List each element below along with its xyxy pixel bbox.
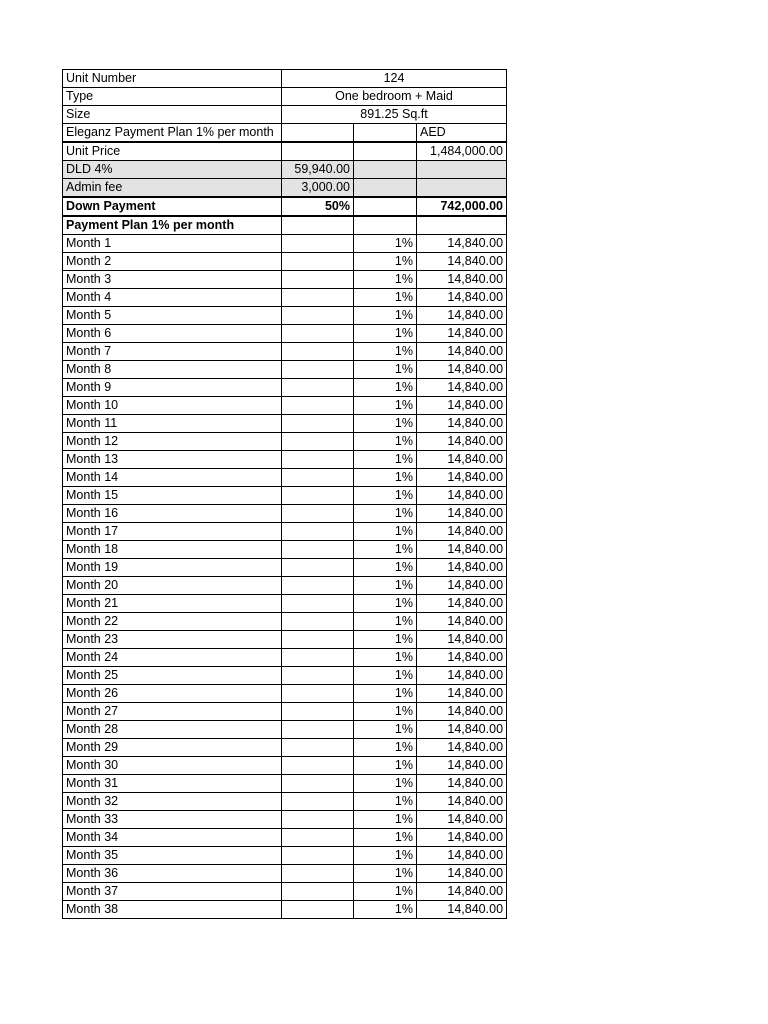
month-amount[interactable]: 14,840.00 (417, 685, 507, 703)
month-label[interactable]: Month 30 (63, 757, 282, 775)
empty-cell[interactable] (282, 577, 354, 595)
month-amount[interactable]: 14,840.00 (417, 415, 507, 433)
empty-cell[interactable] (282, 757, 354, 775)
empty-cell[interactable] (282, 829, 354, 847)
month-amount[interactable]: 14,840.00 (417, 235, 507, 253)
month-percent[interactable]: 1% (354, 649, 417, 667)
empty-cell[interactable] (282, 124, 354, 143)
month-label[interactable]: Month 38 (63, 901, 282, 919)
row-unit-price (63, 142, 507, 161)
month-percent[interactable]: 1% (354, 361, 417, 379)
month-amount[interactable]: 14,840.00 (417, 433, 507, 451)
empty-cell[interactable] (417, 216, 507, 235)
month-percent[interactable]: 1% (354, 865, 417, 883)
empty-cell[interactable] (354, 216, 417, 235)
row-unit-number (63, 70, 507, 88)
table-row (63, 271, 507, 289)
unit-number-value[interactable]: 124 (282, 70, 507, 88)
month-label[interactable]: Month 2 (63, 253, 282, 271)
month-percent[interactable]: 1% (354, 775, 417, 793)
table-row (63, 685, 507, 703)
month-percent[interactable]: 1% (354, 829, 417, 847)
month-label[interactable]: Month 35 (63, 847, 282, 865)
table-row (63, 235, 507, 253)
table-row (63, 505, 507, 523)
month-percent[interactable]: 1% (354, 559, 417, 577)
month-label[interactable]: Month 12 (63, 433, 282, 451)
month-percent[interactable]: 1% (354, 397, 417, 415)
month-percent[interactable]: 1% (354, 307, 417, 325)
plan-label[interactable]: Eleganz Payment Plan 1% per month (63, 124, 282, 143)
month-label[interactable]: Month 15 (63, 487, 282, 505)
table-row (63, 775, 507, 793)
empty-cell[interactable] (282, 631, 354, 649)
table-row (63, 253, 507, 271)
size-label[interactable]: Size (63, 106, 282, 124)
month-label[interactable]: Month 5 (63, 307, 282, 325)
month-percent[interactable]: 1% (354, 235, 417, 253)
month-amount[interactable]: 14,840.00 (417, 775, 507, 793)
month-percent[interactable]: 1% (354, 847, 417, 865)
month-percent[interactable]: 1% (354, 325, 417, 343)
empty-cell[interactable] (417, 161, 507, 179)
row-dld (63, 161, 507, 179)
table-row (63, 883, 507, 901)
empty-cell[interactable] (354, 161, 417, 179)
table-row (63, 757, 507, 775)
empty-cell[interactable] (282, 361, 354, 379)
empty-cell[interactable] (282, 397, 354, 415)
empty-cell[interactable] (282, 775, 354, 793)
month-amount[interactable]: 14,840.00 (417, 667, 507, 685)
size-value[interactable]: 891.25 Sq.ft (282, 106, 507, 124)
month-label[interactable]: Month 6 (63, 325, 282, 343)
payment-plan-table (62, 69, 507, 919)
row-plan-header (63, 124, 507, 143)
month-label[interactable]: Month 8 (63, 361, 282, 379)
table-row (63, 793, 507, 811)
empty-cell[interactable] (282, 487, 354, 505)
table-row (63, 361, 507, 379)
month-label[interactable]: Month 37 (63, 883, 282, 901)
month-percent[interactable]: 1% (354, 379, 417, 397)
table-row (63, 451, 507, 469)
month-amount[interactable]: 14,840.00 (417, 613, 507, 631)
month-label[interactable]: Month 20 (63, 577, 282, 595)
empty-cell[interactable] (282, 559, 354, 577)
month-amount[interactable]: 14,840.00 (417, 739, 507, 757)
empty-cell[interactable] (282, 793, 354, 811)
month-percent[interactable]: 1% (354, 613, 417, 631)
month-amount[interactable]: 14,840.00 (417, 829, 507, 847)
table-row (63, 649, 507, 667)
month-percent[interactable]: 1% (354, 595, 417, 613)
month-amount[interactable]: 14,840.00 (417, 883, 507, 901)
month-percent[interactable]: 1% (354, 253, 417, 271)
month-amount[interactable]: 14,840.00 (417, 577, 507, 595)
table-row (63, 901, 507, 919)
row-size (63, 106, 507, 124)
empty-cell[interactable] (282, 667, 354, 685)
table-body (63, 70, 507, 919)
empty-cell[interactable] (282, 595, 354, 613)
table-row (63, 703, 507, 721)
month-label[interactable]: Month 26 (63, 685, 282, 703)
month-percent[interactable]: 1% (354, 883, 417, 901)
month-amount[interactable]: 14,840.00 (417, 703, 507, 721)
row-payment-plan-title (63, 216, 507, 235)
month-percent[interactable]: 1% (354, 541, 417, 559)
table-row (63, 865, 507, 883)
month-label[interactable]: Month 1 (63, 235, 282, 253)
payment-plan-title[interactable]: Payment Plan 1% per month (63, 216, 282, 235)
month-percent[interactable]: 1% (354, 667, 417, 685)
empty-cell[interactable] (282, 433, 354, 451)
month-percent[interactable]: 1% (354, 811, 417, 829)
month-amount[interactable]: 14,840.00 (417, 649, 507, 667)
month-label[interactable]: Month 27 (63, 703, 282, 721)
month-percent[interactable]: 1% (354, 631, 417, 649)
month-label[interactable]: Month 4 (63, 289, 282, 307)
table-row (63, 523, 507, 541)
month-label[interactable]: Month 14 (63, 469, 282, 487)
admin-fee-value[interactable]: 3,000.00 (282, 179, 354, 198)
unit-price-label[interactable]: Unit Price (63, 142, 282, 161)
table-row (63, 811, 507, 829)
month-amount[interactable]: 14,840.00 (417, 253, 507, 271)
month-percent[interactable]: 1% (354, 685, 417, 703)
empty-cell[interactable] (282, 307, 354, 325)
empty-cell[interactable] (282, 235, 354, 253)
month-percent[interactable]: 1% (354, 901, 417, 919)
month-amount[interactable]: 14,840.00 (417, 487, 507, 505)
table-row (63, 307, 507, 325)
table-row (63, 667, 507, 685)
empty-cell[interactable] (282, 883, 354, 901)
month-amount[interactable]: 14,840.00 (417, 523, 507, 541)
table-row (63, 613, 507, 631)
month-label[interactable]: Month 18 (63, 541, 282, 559)
empty-cell[interactable] (282, 289, 354, 307)
month-amount[interactable]: 14,840.00 (417, 379, 507, 397)
table-row (63, 847, 507, 865)
type-label[interactable]: Type (63, 88, 282, 106)
type-value[interactable]: One bedroom + Maid (282, 88, 507, 106)
month-amount[interactable]: 14,840.00 (417, 595, 507, 613)
table-row (63, 325, 507, 343)
table-row (63, 721, 507, 739)
row-type (63, 88, 507, 106)
table-row (63, 397, 507, 415)
currency-label[interactable]: AED (417, 124, 507, 143)
unit-price-value[interactable]: 1,484,000.00 (417, 142, 507, 161)
month-label[interactable]: Month 22 (63, 613, 282, 631)
empty-cell[interactable] (282, 451, 354, 469)
empty-cell[interactable] (282, 739, 354, 757)
month-amount[interactable]: 14,840.00 (417, 793, 507, 811)
month-percent[interactable]: 1% (354, 739, 417, 757)
table-row (63, 829, 507, 847)
month-percent[interactable]: 1% (354, 793, 417, 811)
month-amount[interactable]: 14,840.00 (417, 289, 507, 307)
month-label[interactable]: Month 11 (63, 415, 282, 433)
empty-cell[interactable] (282, 811, 354, 829)
month-label[interactable]: Month 17 (63, 523, 282, 541)
table-row (63, 289, 507, 307)
month-label[interactable]: Month 36 (63, 865, 282, 883)
month-label[interactable]: Month 33 (63, 811, 282, 829)
empty-cell[interactable] (354, 124, 417, 143)
month-percent[interactable]: 1% (354, 577, 417, 595)
empty-cell[interactable] (282, 523, 354, 541)
empty-cell[interactable] (282, 469, 354, 487)
empty-cell[interactable] (282, 379, 354, 397)
month-percent[interactable]: 1% (354, 487, 417, 505)
month-amount[interactable]: 14,840.00 (417, 361, 507, 379)
row-down-payment (63, 197, 507, 216)
table-row (63, 487, 507, 505)
month-percent[interactable]: 1% (354, 505, 417, 523)
table-row (63, 559, 507, 577)
month-amount[interactable]: 14,840.00 (417, 847, 507, 865)
month-amount[interactable]: 14,840.00 (417, 631, 507, 649)
empty-cell[interactable] (282, 343, 354, 361)
empty-cell[interactable] (282, 415, 354, 433)
month-percent[interactable]: 1% (354, 451, 417, 469)
unit-number-label[interactable]: Unit Number (63, 70, 282, 88)
table-row (63, 739, 507, 757)
empty-cell[interactable] (282, 541, 354, 559)
empty-cell[interactable] (282, 865, 354, 883)
empty-cell[interactable] (282, 253, 354, 271)
table-row (63, 379, 507, 397)
month-amount[interactable]: 14,840.00 (417, 451, 507, 469)
dld-label[interactable]: DLD 4% (63, 161, 282, 179)
month-amount[interactable]: 14,840.00 (417, 325, 507, 343)
month-label[interactable]: Month 10 (63, 397, 282, 415)
month-amount[interactable]: 14,840.00 (417, 397, 507, 415)
month-amount[interactable]: 14,840.00 (417, 559, 507, 577)
month-amount[interactable]: 14,840.00 (417, 757, 507, 775)
dld-value[interactable]: 59,940.00 (282, 161, 354, 179)
empty-cell[interactable] (417, 179, 507, 198)
month-amount[interactable]: 14,840.00 (417, 901, 507, 919)
empty-cell[interactable] (282, 685, 354, 703)
month-percent[interactable]: 1% (354, 523, 417, 541)
month-percent[interactable]: 1% (354, 415, 417, 433)
table-row (63, 541, 507, 559)
table-row (63, 595, 507, 613)
table-row (63, 469, 507, 487)
month-label[interactable]: Month 32 (63, 793, 282, 811)
month-label[interactable]: Month 19 (63, 559, 282, 577)
month-percent[interactable]: 1% (354, 289, 417, 307)
empty-cell[interactable] (282, 505, 354, 523)
month-label[interactable]: Month 9 (63, 379, 282, 397)
month-amount[interactable]: 14,840.00 (417, 811, 507, 829)
month-label[interactable]: Month 3 (63, 271, 282, 289)
month-label[interactable]: Month 24 (63, 649, 282, 667)
table-row (63, 631, 507, 649)
month-percent[interactable]: 1% (354, 271, 417, 289)
month-percent[interactable]: 1% (354, 433, 417, 451)
row-admin-fee (63, 179, 507, 198)
month-amount[interactable]: 14,840.00 (417, 721, 507, 739)
empty-cell[interactable] (354, 142, 417, 161)
month-percent[interactable]: 1% (354, 721, 417, 739)
month-label[interactable]: Month 21 (63, 595, 282, 613)
month-percent[interactable]: 1% (354, 469, 417, 487)
empty-cell[interactable] (282, 847, 354, 865)
month-amount[interactable]: 14,840.00 (417, 505, 507, 523)
month-label[interactable]: Month 13 (63, 451, 282, 469)
month-amount[interactable]: 14,840.00 (417, 271, 507, 289)
month-amount[interactable]: 14,840.00 (417, 343, 507, 361)
month-label[interactable]: Month 29 (63, 739, 282, 757)
month-label[interactable]: Month 16 (63, 505, 282, 523)
table-row (63, 343, 507, 361)
empty-cell[interactable] (354, 179, 417, 198)
month-label[interactable]: Month 31 (63, 775, 282, 793)
empty-cell[interactable] (282, 216, 354, 235)
month-label[interactable]: Month 34 (63, 829, 282, 847)
month-amount[interactable]: 14,840.00 (417, 541, 507, 559)
table-row (63, 433, 507, 451)
down-payment-value[interactable]: 742,000.00 (417, 197, 507, 216)
month-percent[interactable]: 1% (354, 757, 417, 775)
empty-cell[interactable] (282, 142, 354, 161)
month-label[interactable]: Month 25 (63, 667, 282, 685)
empty-cell[interactable] (282, 271, 354, 289)
month-label[interactable]: Month 28 (63, 721, 282, 739)
table-row (63, 577, 507, 595)
empty-cell[interactable] (282, 613, 354, 631)
empty-cell[interactable] (282, 649, 354, 667)
admin-fee-label[interactable]: Admin fee (63, 179, 282, 198)
month-percent[interactable]: 1% (354, 703, 417, 721)
empty-cell[interactable] (282, 721, 354, 739)
month-amount[interactable]: 14,840.00 (417, 469, 507, 487)
empty-cell[interactable] (282, 325, 354, 343)
month-amount[interactable]: 14,840.00 (417, 307, 507, 325)
table-row (63, 415, 507, 433)
empty-cell[interactable] (354, 197, 417, 216)
empty-cell[interactable] (282, 703, 354, 721)
month-label[interactable]: Month 7 (63, 343, 282, 361)
empty-cell[interactable] (282, 901, 354, 919)
down-payment-percent[interactable]: 50% (282, 197, 354, 216)
month-percent[interactable]: 1% (354, 343, 417, 361)
month-amount[interactable]: 14,840.00 (417, 865, 507, 883)
down-payment-label[interactable]: Down Payment (63, 197, 282, 216)
month-label[interactable]: Month 23 (63, 631, 282, 649)
